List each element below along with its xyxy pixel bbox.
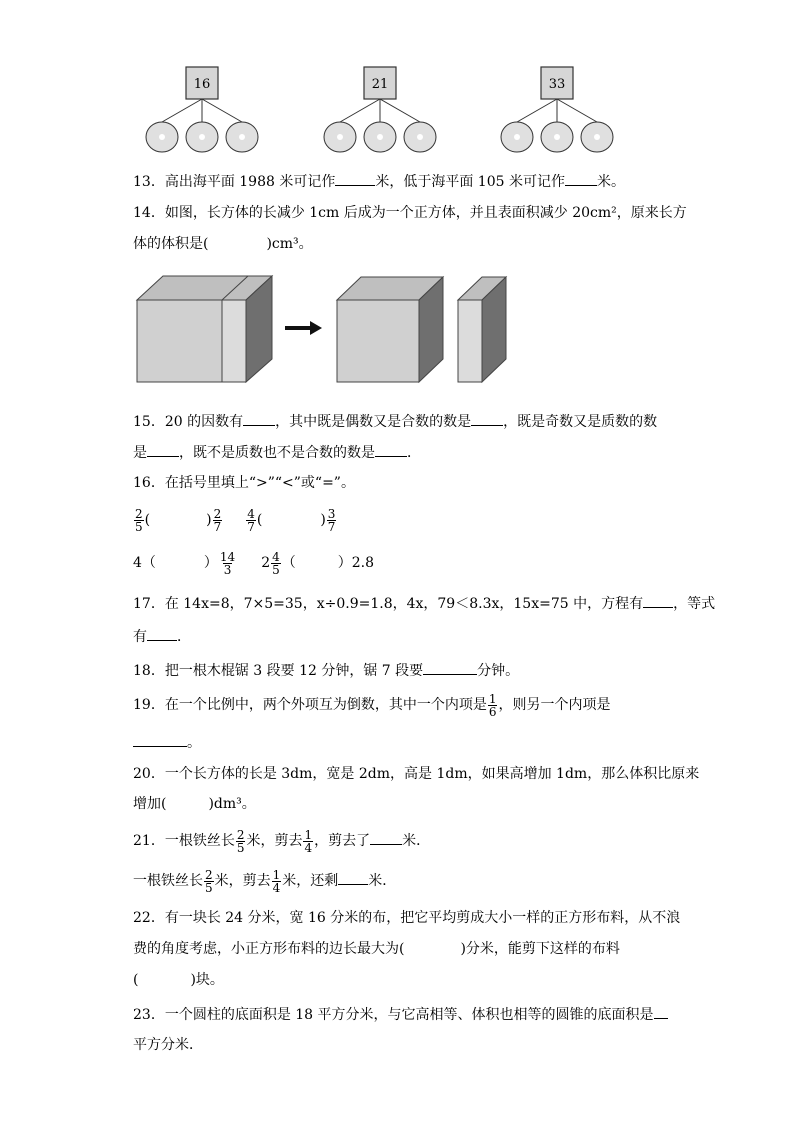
question-17 (133, 593, 715, 614)
question-text: 体的体积是( (133, 236, 209, 252)
question-text: 增加( (133, 796, 167, 812)
tree-3-label: 33 (548, 77, 566, 92)
question-21-line-2 (133, 864, 396, 898)
question-text: 是 (133, 445, 147, 461)
answer-blank[interactable] (471, 411, 503, 426)
fraction: $\frac{4}{7}$ (247, 506, 255, 534)
question-16 (133, 473, 355, 493)
question-text: 如图，长方体的长减少 1cm 后成为一个正方体，并且表面积减少 20cm²，原来长方 (164, 205, 687, 221)
question-text: 在 14x=8，7×5=35，x÷0.9=1.8，4x，79＜8.3x，15x=75 中，方程有 (164, 596, 644, 612)
question-16-row-2: 4（ ） $\frac{14}{3}$ 2 $\frac{4}{5}$ （ ）2.8 (133, 549, 375, 577)
question-18 (133, 660, 519, 681)
question-text: 米，剪去 (214, 873, 271, 889)
fraction: $\frac{3}{7}$ (327, 506, 336, 534)
factor-tree-1 (146, 67, 258, 152)
tree-1-label: 16 (193, 77, 211, 92)
question-19-line-2 (133, 732, 201, 753)
factor-tree-figure (0, 0, 794, 160)
question-number: 22． (133, 910, 165, 926)
question-16-row-1: $\frac{2}{5}$ ( ) $\frac{2}{7}$ $\frac{4}{7}$ ( ) $\frac{3}{7}$ (135, 506, 336, 534)
question-text: 把一根木棍锯 3 段要 12 分钟，锯 7 段要 (164, 663, 424, 679)
question-number: 17． (133, 596, 165, 612)
question-text: 米． (368, 873, 397, 889)
answer-blank[interactable] (375, 442, 407, 457)
fraction: $\frac{2}{5}$ (135, 506, 143, 534)
question-text: ，既不是质数也不是合数的数是 (179, 445, 375, 461)
answer-blank[interactable] (338, 870, 368, 885)
fraction: $\frac{1}{4}$ (272, 867, 281, 895)
question-22-line-2 (133, 939, 620, 959)
question-text: 米，还剩 (282, 873, 339, 889)
question-number: 15． (133, 414, 165, 430)
question-text: 一个长方体的长是 3dm，宽是 2dm，高是 1dm，如果高增加 1dm，那么体积比原来 (164, 766, 700, 782)
question-22-line-3 (133, 970, 224, 990)
question-number: 20． (133, 766, 165, 782)
question-text: 高出海平面 1988 米可记作 (164, 174, 336, 190)
question-number: 21． (133, 833, 165, 849)
question-text: 一根铁丝长 (164, 833, 235, 849)
answer-blank[interactable] (147, 626, 177, 641)
question-text: ，其中既是偶数又是合数的数是 (275, 414, 472, 430)
question-20-line-2 (133, 794, 256, 814)
factor-tree-3 (501, 67, 613, 152)
question-14 (133, 203, 687, 223)
fraction: $\frac{1}{4}$ (304, 827, 313, 855)
question-text: 米，低于海平面 105 米可记作 (375, 174, 565, 190)
question-text: ． (177, 629, 191, 645)
question-text: 一根铁丝长 (133, 873, 203, 889)
question-23 (133, 1004, 668, 1025)
question-14-line-2 (133, 234, 313, 254)
question-number: 18． (133, 663, 165, 679)
question-17-line-2 (133, 626, 191, 647)
question-text: 米． (402, 833, 431, 849)
question-text: ． (407, 445, 421, 461)
question-text: 费的角度考虑，小正方形布料的边长最大为( (133, 941, 405, 957)
tree-2-label: 21 (371, 77, 389, 92)
question-text: 有一块长 24 分米，宽 16 分米的布，把它平均剪成大小一样的正方形布料，从不浪 (164, 910, 681, 926)
answer-blank[interactable] (133, 732, 187, 747)
question-text: 分钟。 (477, 663, 520, 679)
question-15-line-2 (133, 442, 421, 463)
question-text: )块。 (190, 972, 224, 988)
answer-blank[interactable] (370, 830, 402, 845)
fraction: $\frac{14}{3}$ (219, 549, 236, 577)
question-20 (133, 764, 699, 784)
question-text: 在一个比例中，两个外项互为倒数，其中一个内项是 (164, 697, 487, 713)
question-15 (133, 411, 657, 432)
fraction: $\frac{2}{7}$ (213, 506, 222, 534)
question-text: 一个圆柱的底面积是 18 平方分米，与它高相等、体积也相等的圆锥的底面积是 (164, 1007, 654, 1023)
fraction: $\frac{2}{5}$ (236, 827, 245, 855)
question-text: ，则另一个内项是 (498, 697, 611, 713)
answer-blank[interactable] (423, 660, 477, 675)
question-text: ( (133, 972, 139, 988)
question-text: 20 的因数有 (164, 414, 244, 430)
question-13 (133, 171, 625, 192)
question-22 (133, 908, 680, 928)
fraction: $\frac{2}{5}$ (205, 867, 213, 895)
question-number: 16． (133, 475, 165, 491)
question-text: ）2.8 (337, 555, 375, 571)
question-19 (133, 688, 610, 722)
question-21 (133, 824, 430, 858)
answer-blank[interactable] (147, 442, 179, 457)
question-text: 。 (187, 735, 201, 751)
question-text: 米。 (596, 174, 625, 190)
question-text: )分米，能剪下这样的布料 (460, 941, 620, 957)
question-number: 13． (133, 174, 165, 190)
question-text: 米，剪去 (246, 833, 303, 849)
question-number: 23． (133, 1007, 165, 1023)
question-text: 有 (133, 629, 147, 645)
question-text: 在括号里填上“>”“<”或“=”。 (164, 475, 355, 491)
fraction: $\frac{1}{6}$ (488, 691, 497, 719)
question-text: )cm³。 (266, 236, 313, 252)
cuboid-figure (0, 270, 794, 390)
question-23-line-2 (133, 1035, 203, 1055)
question-text: )dm³。 (208, 796, 256, 812)
answer-blank[interactable] (243, 411, 275, 426)
answer-blank[interactable] (565, 171, 597, 186)
mixed-number-integer: 2 (261, 555, 271, 571)
question-number: 14． (133, 205, 165, 221)
fraction: $\frac{4}{5}$ (272, 549, 280, 577)
question-number: 19． (133, 697, 165, 713)
question-text: ，等式 (673, 596, 716, 612)
factor-tree-2 (324, 67, 436, 152)
question-text: 平方分米． (133, 1037, 203, 1053)
question-text: ，既是奇数又是质数的数 (503, 414, 658, 430)
answer-blank[interactable] (643, 593, 673, 608)
answer-blank[interactable] (335, 171, 375, 186)
question-text: ，剪去了 (314, 833, 371, 849)
answer-blank[interactable] (654, 1004, 668, 1019)
question-text: 4（ (133, 555, 156, 571)
